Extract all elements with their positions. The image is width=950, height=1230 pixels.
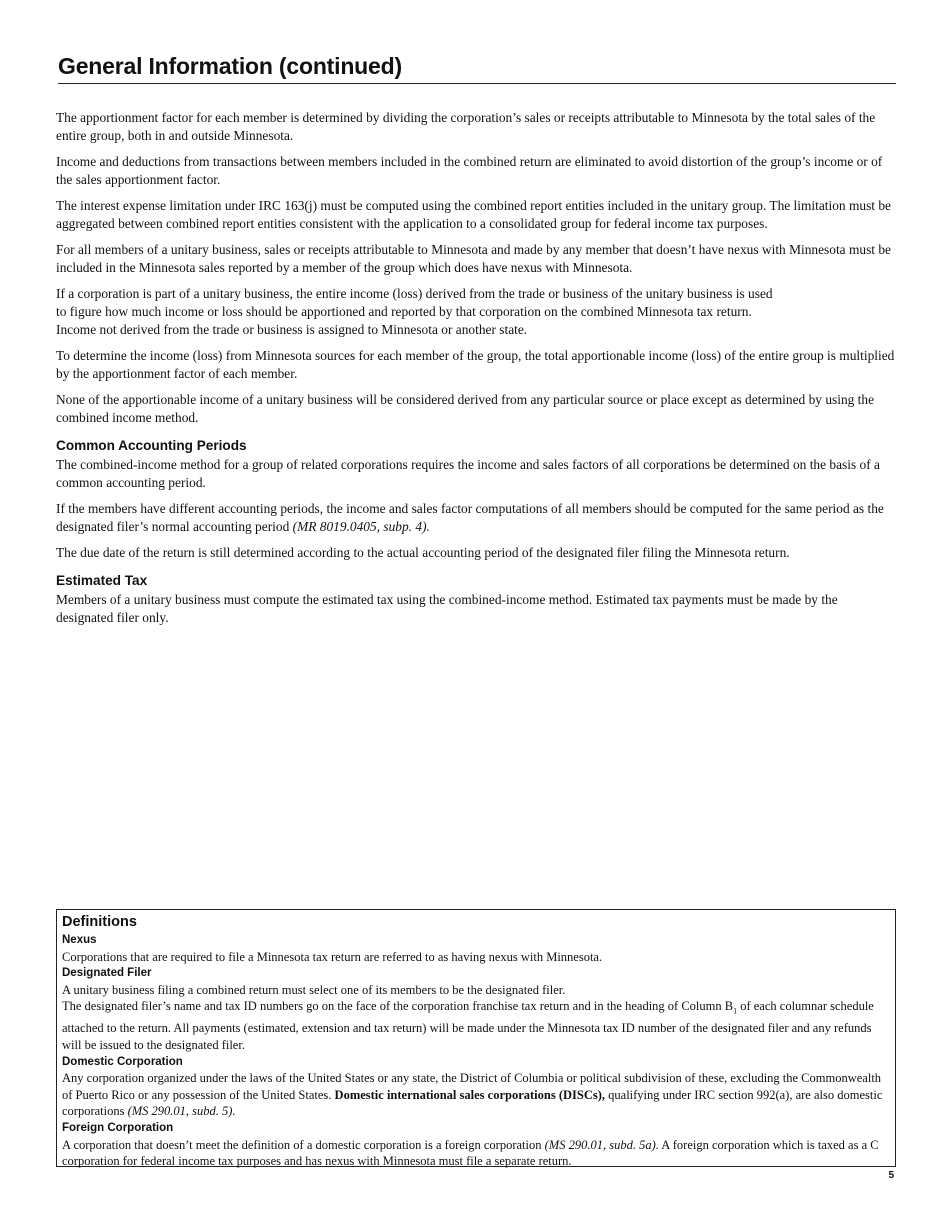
term-designated-filer: Designated Filer bbox=[62, 967, 152, 980]
definitions-title: Definitions bbox=[62, 914, 137, 930]
definition-nexus: Corporations that are required to file a Minnesota tax return are referred to as having nexus with Minnesota. bbox=[62, 949, 603, 964]
common-accounting-paragraph-2-text: If the members have different accounting periods, the income and sales factor computations of all members should be computed for the same period as the designated filer’s normal accounting period bbox=[56, 501, 884, 534]
paragraph-unitary-income-line3: Income not derived from the trade or business is assigned to Minnesota or another state. bbox=[56, 322, 528, 337]
definition-foreign-text: A corporation that doesn’t meet the definition of a domestic corporation is a foreign corporation bbox=[62, 1137, 545, 1152]
paragraph-intercompany-eliminations: Income and deductions from transactions between members included in the combined return are eliminated to avoid distortion of the group’s income or of the sales apportionment factor. bbox=[56, 154, 883, 187]
paragraph-unitary-income bbox=[56, 285, 896, 339]
paragraph-minnesota-sources: To determine the income (loss) from Minnesota sources for each member of the group, the total apportionable income (loss) of the entire group is multiplied by the apportionment factor of each member. bbox=[56, 348, 895, 381]
column-subscript: 1 bbox=[733, 1006, 738, 1016]
citation: (MR 8019.0405, subp. 4). bbox=[292, 519, 430, 534]
paragraph-unitary-income-line1: If a corporation is part of a unitary business, the entire income (loss) derived from the trade or business of the unitary business is used bbox=[56, 286, 773, 301]
main-body bbox=[56, 109, 896, 635]
paragraph-nexus-sales: For all members of a unitary business, sales or receipts attributable to Minnesota and made by any member that doesn’t have nexus with Minnesota must be included in the Minnesota sales reported by a member of the group which does have nexus with Minnesota. bbox=[56, 242, 891, 275]
common-accounting-paragraph-1: The combined-income method for a group of related corporations requires the income and sales factors of all corporations be determined on the basis of a common accounting period. bbox=[56, 457, 880, 490]
citation: (MS 290.01, subd. 5). bbox=[127, 1104, 236, 1119]
definition-domestic-text-cont: qualifying under IRC section 992(a), are also domestic corporations bbox=[62, 1087, 883, 1119]
definition-designated-filer-line1: A unitary business filing a combined return must select one of its members to be the designated filer. bbox=[62, 982, 566, 997]
citation: (MS 290.01, subd. 5a). bbox=[544, 1137, 659, 1152]
paragraph-apportionment-factor: The apportionment factor for each member is determined by dividing the corporation’s sales or receipts attributable to Minnesota by the total sales of the entire group, both in and outside Minnesota. bbox=[56, 110, 876, 143]
paragraph-interest-expense: The interest expense limitation under IRC 163(j) must be computed using the combined report entities included in the unitary group. The limitation must be aggregated between combined report entities consistent with the application to a consolidated group for federal income tax purposes. bbox=[56, 198, 892, 231]
estimated-tax-paragraph: Members of a unitary business must compute the estimated tax using the combined-income method. Estimated tax payments must be made by the designated filer only. bbox=[56, 592, 838, 625]
common-accounting-heading: Common Accounting Periods bbox=[56, 438, 247, 453]
common-accounting-paragraph-2 bbox=[56, 500, 896, 536]
definition-designated-filer-text-cont: of each columnar schedule attached to the return. All payments (estimated, extension and tax return) will be made under the Minnesota tax ID number of the designated filer and any refunds will be issued to the designated filer. bbox=[62, 999, 874, 1053]
common-accounting-paragraph-3: The due date of the return is still determined according to the actual accounting period of the designated filer filing the Minnesota return. bbox=[56, 545, 790, 560]
definition-domestic-bold: Domestic international sales corporations (DISCs), bbox=[334, 1087, 606, 1102]
term-nexus: Nexus bbox=[62, 934, 97, 946]
estimated-tax-heading: Estimated Tax bbox=[56, 573, 148, 588]
paragraph-unitary-income-line2: to figure how much income or loss should be apportioned and reported by that corporation on the combined Minnesota tax return. bbox=[56, 304, 752, 319]
page-number: 5 bbox=[888, 1170, 894, 1181]
term-domestic-corporation: Domestic Corporation bbox=[62, 1055, 183, 1068]
definition-domestic-text: Any corporation organized under the laws of the United States or any state, the District of Columbia or political subdivision of these, excluding the Commonwealth of Puerto Rico or any possession of the United States. bbox=[62, 1071, 882, 1102]
definition-domestic-corporation bbox=[62, 1070, 891, 1120]
definitions-box bbox=[56, 909, 896, 1167]
page-title: General Information (continued) bbox=[58, 50, 896, 84]
definition-designated-filer-line2 bbox=[62, 998, 891, 1053]
definition-designated-filer-text: The designated filer’s name and tax ID numbers go on the face of the corporation franchise tax return and in the heading of Column B bbox=[62, 999, 734, 1014]
definition-foreign-corporation bbox=[62, 1137, 891, 1170]
paragraph-combined-income-method: None of the apportionable income of a unitary business will be considered derived from any particular source or place except as determined by using the combined income method. bbox=[56, 392, 875, 425]
definition-foreign-text-cont: A foreign corporation which is taxed as a C corporation for federal income tax purposes and has nexus with Minnesota must file a separate return. bbox=[62, 1137, 879, 1169]
term-foreign-corporation: Foreign Corporation bbox=[62, 1122, 174, 1135]
